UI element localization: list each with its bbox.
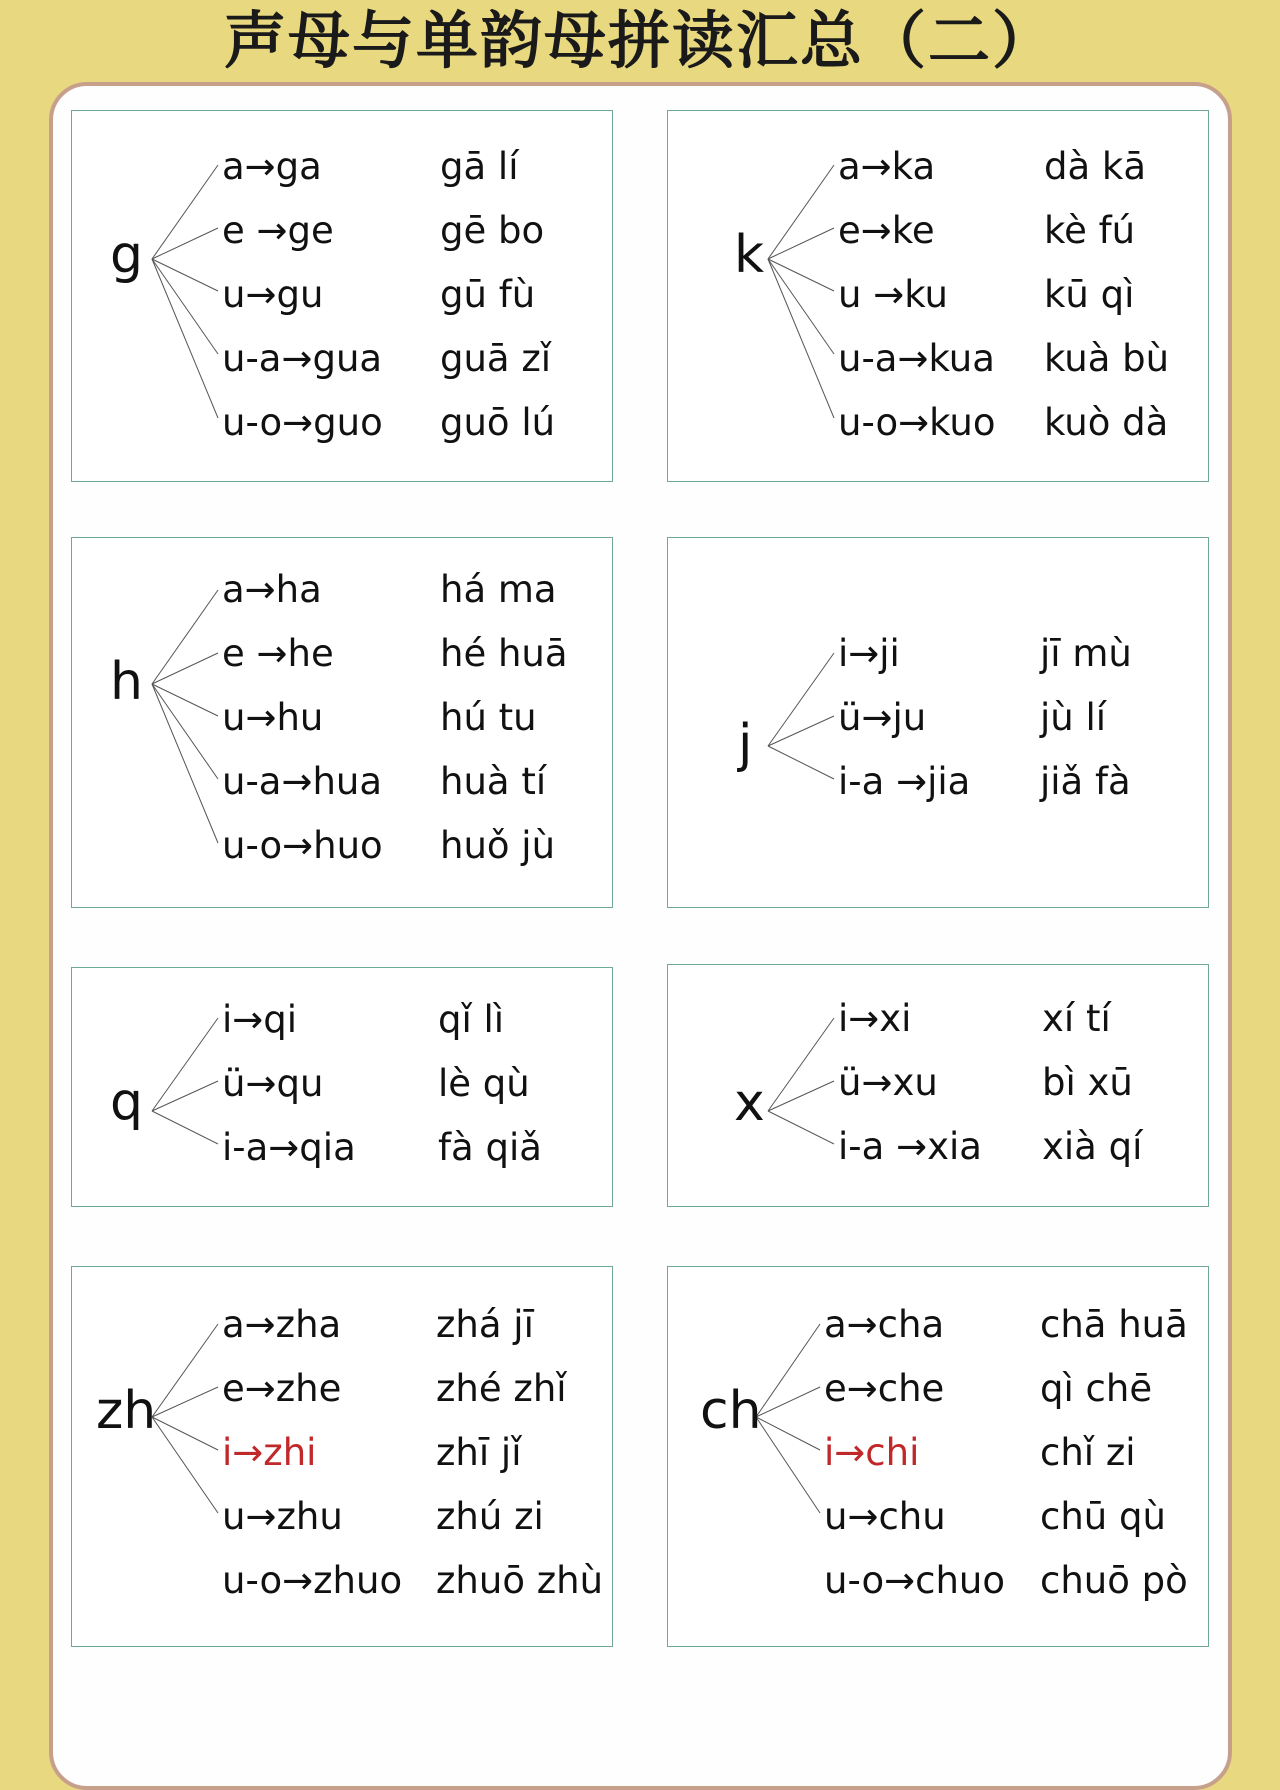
spell-row: u-a→gua [222,337,383,380]
card-h [71,537,613,908]
initial-letter: h [110,652,143,712]
example-word: jù lí [1040,696,1107,739]
example-word: kuà bù [1044,337,1170,380]
spell-row-highlighted: i→zhi [222,1431,317,1474]
spell-row: u →ku [838,273,948,316]
example-word: há ma [440,568,557,611]
spell-row: u-a→hua [222,760,383,803]
spell-row: a→cha [824,1303,945,1346]
spell-row: e→zhe [222,1367,342,1410]
spell-row: u-a→kua [838,337,995,380]
card-zh [71,1266,613,1647]
example-word: kū qì [1044,273,1135,316]
example-word: zhī jǐ [436,1431,522,1474]
spell-row: a→zha [222,1303,342,1346]
spell-row: a→ga [222,145,322,188]
initial-letter: g [110,225,144,285]
example-word: chā huā [1040,1303,1188,1346]
example-word: huà tí [440,760,547,803]
spell-row: a→ka [838,145,936,188]
example-word: bì xū [1042,1061,1133,1104]
example-word: zhú zi [436,1495,544,1538]
example-word: zhá jī [436,1303,534,1346]
example-word: xí tí [1042,997,1111,1040]
card-ch [667,1266,1209,1647]
example-word: qì chē [1040,1367,1153,1410]
example-word: jī mù [1040,632,1132,675]
example-word: fà qiǎ [438,1126,542,1169]
example-word: jiǎ fà [1040,760,1131,803]
card-q [71,967,613,1207]
card-x [667,964,1209,1207]
card-g [71,110,613,482]
card-k [667,110,1209,482]
spell-row: i-a→qia [222,1126,356,1169]
page-title: 声母与单韵母拼读汇总（二） [223,4,1056,77]
spell-row: i→xi [838,997,912,1040]
example-word: zhuō zhù [436,1559,604,1602]
spell-row-highlighted: i→chi [824,1431,920,1474]
example-word: guā zǐ [440,337,552,380]
spell-row: u→gu [222,273,324,316]
initial-letter: j [738,714,753,774]
spell-row: e→che [824,1367,945,1410]
spell-row: u→zhu [222,1495,343,1538]
spell-row: i→ji [838,632,900,675]
spell-row: u→hu [222,696,324,739]
spell-row: u-o→guo [222,401,383,444]
spell-row: u-o→chuo [824,1559,1006,1602]
example-word: qǐ lì [438,998,505,1041]
initial-letter: k [734,225,765,285]
example-word: chū qù [1040,1495,1166,1538]
spell-row: u-o→kuo [838,401,996,444]
spell-row: i→qi [222,998,298,1041]
example-word: xià qí [1042,1125,1143,1168]
example-word: gē bo [440,209,545,252]
example-word: zhé zhǐ [436,1367,567,1410]
example-word: gā lí [440,145,519,188]
initial-letter: x [734,1073,765,1133]
spell-row: u-o→zhuo [222,1559,403,1602]
initial-letter: q [110,1072,144,1132]
spell-row: e →he [222,632,334,675]
example-word: guō lú [440,401,556,444]
branch-lines-icon [72,968,614,1208]
example-word: gū fù [440,273,536,316]
spell-row: u-o→huo [222,824,383,867]
spell-row: e →ge [222,209,334,252]
spell-row: a→ha [222,568,322,611]
example-word: chuō pò [1040,1559,1188,1602]
example-word: dà kā [1044,145,1147,188]
spell-row: i-a →jia [838,760,971,803]
spell-row: ü→qu [222,1062,324,1105]
spell-row: ü→xu [838,1061,938,1104]
initial-letter: zh [96,1381,157,1441]
initial-letter: ch [700,1381,762,1441]
example-word: kuò dà [1044,401,1169,444]
spell-row: u→chu [824,1495,946,1538]
spell-row: i-a →xia [838,1125,982,1168]
example-word: hú tu [440,696,537,739]
example-word: kè fú [1044,209,1136,252]
example-word: hé huā [440,632,568,675]
example-word: lè qù [438,1062,530,1105]
example-word: chǐ zi [1040,1431,1136,1474]
card-j [667,537,1209,908]
spell-row: e→ke [838,209,935,252]
example-word: huǒ jù [440,824,556,867]
spell-row: ü→ju [838,696,927,739]
